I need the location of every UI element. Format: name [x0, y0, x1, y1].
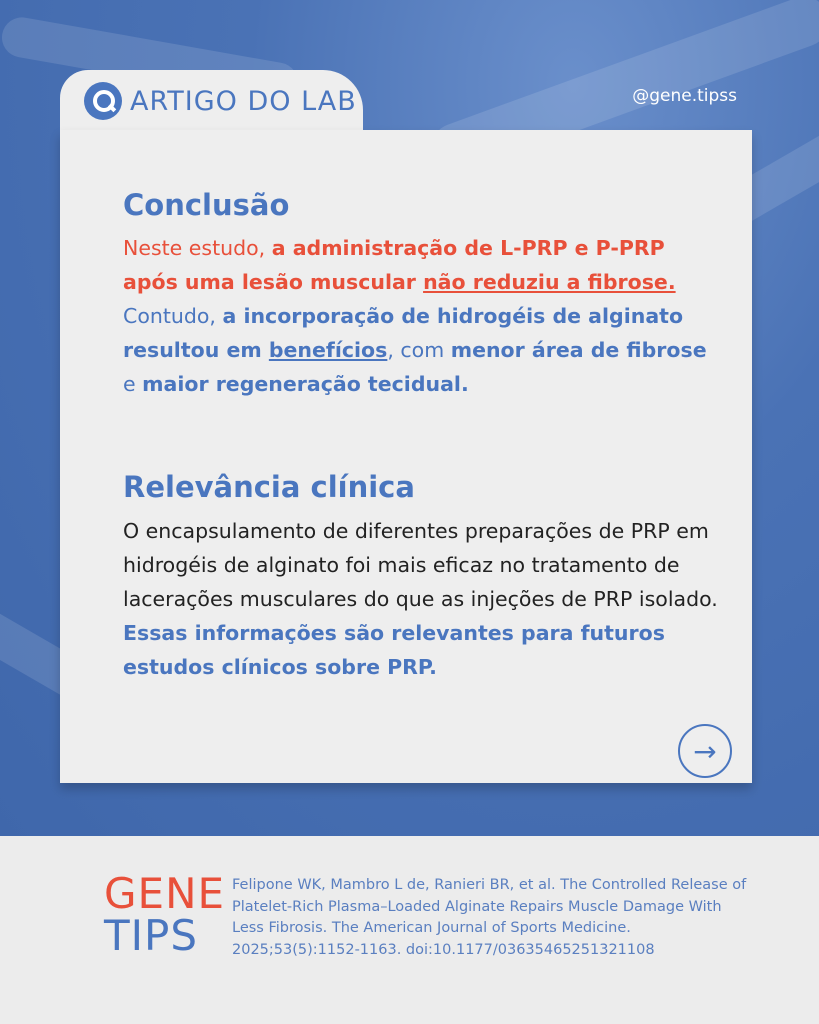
relevance-text	[123, 514, 723, 684]
gene-tips-logo	[104, 869, 226, 960]
arrow-right-icon: →	[693, 734, 717, 768]
search-icon	[84, 82, 122, 120]
content-card	[60, 130, 752, 783]
text-segment: e	[123, 372, 143, 396]
social-handle: @gene.tipss	[632, 86, 737, 106]
text-segment: a incorporação de hidrogéis de alginato resultou em	[123, 304, 684, 362]
text-segment: Essas informações são relevantes para futuros estudos clínicos sobre PRP.	[123, 621, 665, 679]
relevance-title: Relevância clínica	[123, 470, 415, 504]
reference-text: Felipone WK, Mambro L de, Ranieri BR, et al. The Controlled Release of Platelet-Rich Plasma–Loaded Alginate Repairs Muscle Damage With Less Fibrosis. The American Journal of Sports Medicine. 2025;53(5):1152-1163. doi:10.1177/03635465251321108	[232, 877, 747, 958]
text-segment: menor área de fibrose	[450, 338, 707, 362]
conclusion-text	[123, 231, 723, 401]
text-segment: maior regeneração tecidual.	[142, 372, 469, 396]
brand-top: GENE	[104, 869, 226, 918]
text-segment: benefícios	[268, 338, 388, 362]
conclusion-title: Conclusão	[123, 188, 290, 222]
text-segment: Contudo,	[123, 304, 223, 328]
next-button[interactable]	[678, 724, 732, 778]
text-segment: , com	[387, 338, 451, 362]
text-segment: não reduziu a fibrose.	[423, 270, 676, 294]
text-segment: Neste estudo,	[123, 236, 272, 260]
text-segment: O encapsulamento de diferentes preparações de PRP em hidrogéis de alginato foi mais eficaz no tratamento de lacerações musculares do que as injeções de PRP isolado.	[123, 519, 718, 611]
logo-label: ARTIGO DO LAB	[130, 85, 357, 117]
text-segment: a administração de L-PRP e P-PRP após uma lesão muscular	[123, 236, 665, 294]
section-logo	[84, 82, 357, 120]
brand-bottom: TIPS	[104, 911, 199, 960]
